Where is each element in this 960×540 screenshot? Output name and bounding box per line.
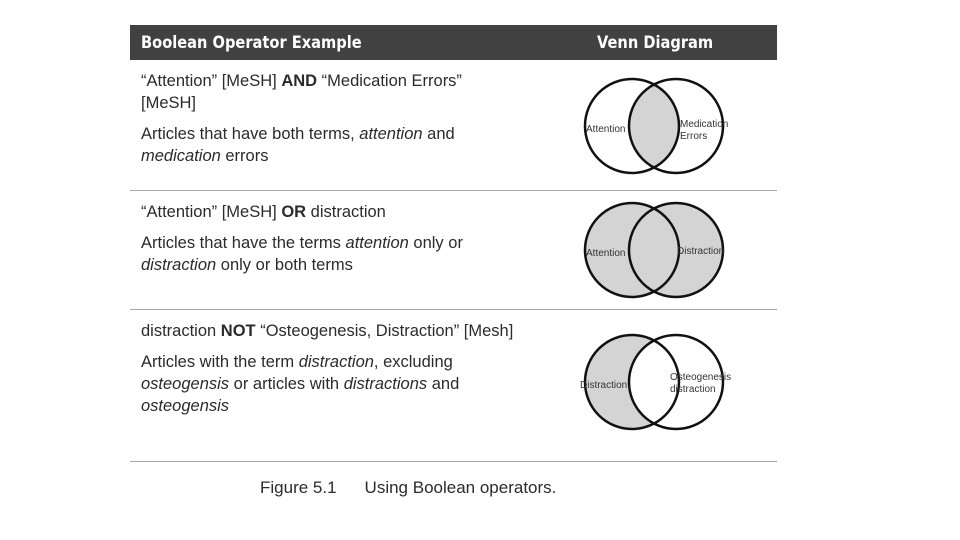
venn-and-right-label-2: Errors <box>680 131 708 142</box>
or-expression: “Attention” [MeSH] OR distraction <box>141 203 386 221</box>
figure-caption-text: Using Boolean operators. <box>364 478 557 497</box>
venn-not-left-label: Distraction <box>580 380 628 391</box>
venn-diagram-not <box>570 327 740 442</box>
or-description: Articles that have the terms attention only or distraction only or both terms <box>141 234 463 274</box>
not-expression: distraction NOT “Osteogenesis, Distraction” [Mesh] <box>141 322 514 340</box>
and-operator: AND <box>281 72 318 90</box>
and-expression: “Attention” [MeSH] AND “Medication Errors” [MeSH] <box>141 72 462 112</box>
figure-number: Figure 5.1 <box>260 478 337 497</box>
or-example-text <box>141 201 521 276</box>
not-operator: NOT <box>220 322 256 340</box>
venn-or-left-label: Attention <box>586 248 626 259</box>
venn-diagram-and <box>570 64 740 189</box>
table-row-not <box>130 310 777 462</box>
header-boolean-operator-example: Boolean Operator Example <box>141 33 362 53</box>
venn-not-right-label-2: distraction <box>670 384 716 395</box>
table-header <box>130 25 777 60</box>
venn-and-left-label: Attention <box>586 124 626 135</box>
table-row-and <box>130 60 777 191</box>
boolean-operator-table <box>130 25 777 462</box>
and-description: Articles that have both terms, attention and medication errors <box>141 125 455 165</box>
table-row-or <box>130 191 777 310</box>
figure-caption <box>260 478 556 498</box>
venn-diagram-or <box>570 195 740 310</box>
venn-and-right-label-1: Medication <box>680 119 729 130</box>
not-description: Articles with the term distraction, excluding osteogensis or articles with distractions and osteogensis <box>141 353 460 415</box>
venn-or-right-label: Distraction <box>677 246 725 257</box>
and-example-text <box>141 70 521 167</box>
header-venn-diagram: Venn Diagram <box>597 33 714 53</box>
not-example-text <box>141 320 521 417</box>
or-operator: OR <box>281 203 307 221</box>
venn-not-right-label-1: Osteogenesis <box>670 372 732 383</box>
